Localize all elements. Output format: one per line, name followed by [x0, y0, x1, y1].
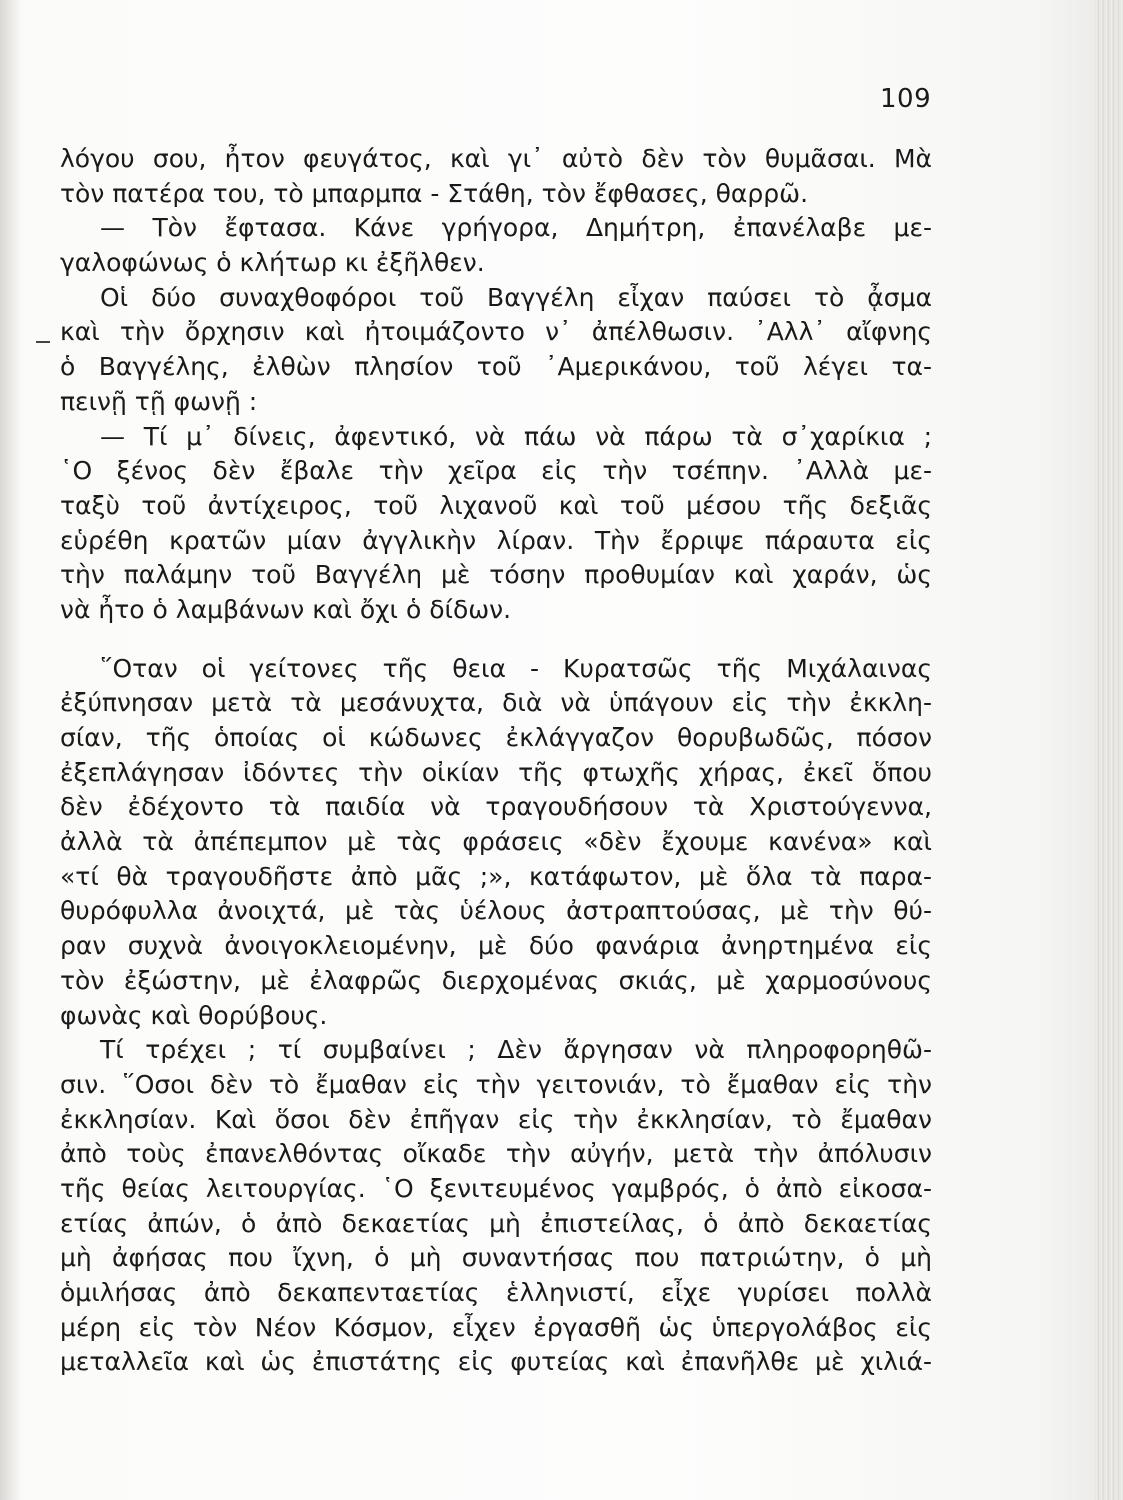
text-line: ραν συχνὰ ἀνοιγοκλειομένην, μὲ δύο φανάρια ἀνηρτημένα εἰς [60, 931, 932, 961]
text-line: ἀπὸ τοὺς ἐπανελθόντας οἴκαδε τὴν αὐγήν, μετὰ τὴν ἀπόλυσιν [60, 1139, 932, 1169]
text-line: ταξὺ τοῦ ἀντίχειρος, τοῦ λιχανοῦ καὶ τοῦ μέσου τῆς δεξιᾶς [60, 490, 932, 520]
text-line: σίαν, τῆς ὁποίας οἱ κώδωνες ἐκλάγγαζον θορυβωδῶς, πόσον [60, 723, 932, 752]
text-line: φωνὰς καὶ θορύβους. [60, 1000, 328, 1030]
text-line: ὁ Βαγγέλης, ἐλθὼν πλησίον τοῦ ᾽Αμερικάνου, τοῦ λέγει τα- [60, 352, 932, 382]
text-line: τὸν πατέρα του, τὸ μπαρμπα - Στάθη, τὸν ἔφθασες, θαρρῶ. [60, 178, 809, 208]
page-number: 109 [880, 84, 932, 114]
text-line: πεινῇ τῇ φωνῇ : [60, 386, 258, 416]
paragraph-gap [60, 628, 932, 652]
text-line: καὶ τὴν ὄρχησιν καὶ ἠτοιμάζοντο ν᾽ ἀπέλθωσιν. ᾽Αλλ᾽ αἴφνης [60, 317, 932, 347]
text-line: τὴν παλάμην τοῦ Βαγγέλη μὲ τόσην προθυμίαν καὶ χαράν, ὡς [60, 560, 932, 590]
page-edge-stack [1095, 0, 1123, 1500]
text-line: λόγου σου, ἦτον φευγάτος, καὶ γι᾽ αὐτὸ δὲν τὸν θυμᾶσαι. Μὰ [60, 144, 932, 173]
text-line: θυρόφυλλα ἀνοιχτά, μὲ τὰς ὑέλους ἀστραπτούσας, μὲ τὴν θύ- [60, 896, 932, 926]
margin-mark [36, 341, 50, 343]
text-line: νὰ ἦτο ὁ λαμβάνων καὶ ὄχι ὁ δίδων. [60, 594, 512, 624]
text-line: μεταλλεῖα καὶ ὡς ἐπιστάτης εἰς φυτείας καὶ ἐπανῆλθε μὲ χιλιά- [60, 1347, 932, 1377]
text-line: ετίας ἀπών, ὁ ἀπὸ δεκαετίας μὴ ἐπιστείλας, ὁ ἀπὸ δεκαετίας [60, 1208, 932, 1238]
text-line: ἀλλὰ τὰ ἀπέπεμπον μὲ τὰς φράσεις «δὲν ἔχουμε κανένα» καὶ [60, 827, 932, 857]
text-line: ῞Οταν οἱ γείτονες τῆς θεια - Κυρατσῶς τῆς Μιχάλαινας [100, 653, 932, 683]
text-line: ἐξύπνησαν μετὰ τὰ μεσάνυχτα, διὰ νὰ ὑπάγουν εἰς τὴν ἐκκλη- [60, 688, 932, 718]
text-line: ὁμιλήσας ἀπὸ δεκαπενταετίας ἑλληνιστί, εἶχε γυρίσει πολλὰ [60, 1278, 932, 1307]
text-line: Οἱ δύο συναχθοφόροι τοῦ Βαγγέλη εἶχαν παύσει τὸ ᾆσμα [100, 282, 932, 312]
body-text [60, 142, 932, 1380]
text-line: — Τὸν ἔφτασα. Κάνε γρήγορα, Δημήτρη, ἐπανέλαβε με- [100, 213, 932, 243]
text-line: γαλοφώνως ὁ κλήτωρ κι ἐξῆλθεν. [60, 248, 485, 278]
text-line: εὑρέθη κρατῶν μίαν ἀγγλικὴν λίραν. Τὴν ἔρριψε πάραυτα εἰς [60, 525, 932, 555]
text-line: Τί τρέχει ; τί συμβαίνει ; Δὲν ἄργησαν νὰ πληροφορηθῶ- [100, 1035, 932, 1065]
text-line: ἐκκλησίαν. Καὶ ὅσοι δὲν ἐπῆγαν εἰς τὴν ἐκκλησίαν, τὸ ἔμαθαν [60, 1104, 932, 1134]
text-line: ῾Ο ξένος δὲν ἔβαλε τὴν χεῖρα εἰς τὴν τσέπην. ᾽Αλλὰ με- [60, 456, 932, 486]
text-line: μὴ ἀφήσας που ἴχνη, ὁ μὴ συναντήσας που πατριώτην, ὁ μὴ [60, 1243, 932, 1273]
page-gutter-shadow [0, 0, 22, 1500]
text-line: ἐξεπλάγησαν ἰδόντες τὴν οἰκίαν τῆς φτωχῆς χήρας, ἐκεῖ ὅπου [60, 757, 932, 787]
text-line: σιν. ῞Οσοι δὲν τὸ ἔμαθαν εἰς τὴν γειτονιάν, τὸ ἔμαθαν εἰς τὴν [60, 1069, 932, 1099]
text-line: δὲν ἐδέχοντο τὰ παιδία νὰ τραγουδήσουν τὰ Χριστούγεννα, [60, 792, 932, 822]
text-line: «τί θὰ τραγουδῆστε ἀπὸ μᾶς ;», κατάφωτον, μὲ ὅλα τὰ παρα- [60, 861, 932, 891]
text-line: — Τί μ᾽ δίνεις, ἀφεντικό, νὰ πάω νὰ πάρω τὰ σ᾽χαρίκια ; [100, 421, 932, 451]
text-line: τὸν ἐξώστην, μὲ ἐλαφρῶς διερχομένας σκιάς, μὲ χαρμοσύνους [60, 965, 932, 995]
text-line: τῆς θείας λειτουργίας. ῾Ο ξενιτευμένος γαμβρός, ὁ ἀπὸ εἰκοσα- [60, 1173, 932, 1203]
text-line: μέρη εἰς τὸν Νέον Κόσμον, εἶχεν ἐργασθῆ ὡς ὑπεργολάβος εἰς [60, 1312, 932, 1342]
